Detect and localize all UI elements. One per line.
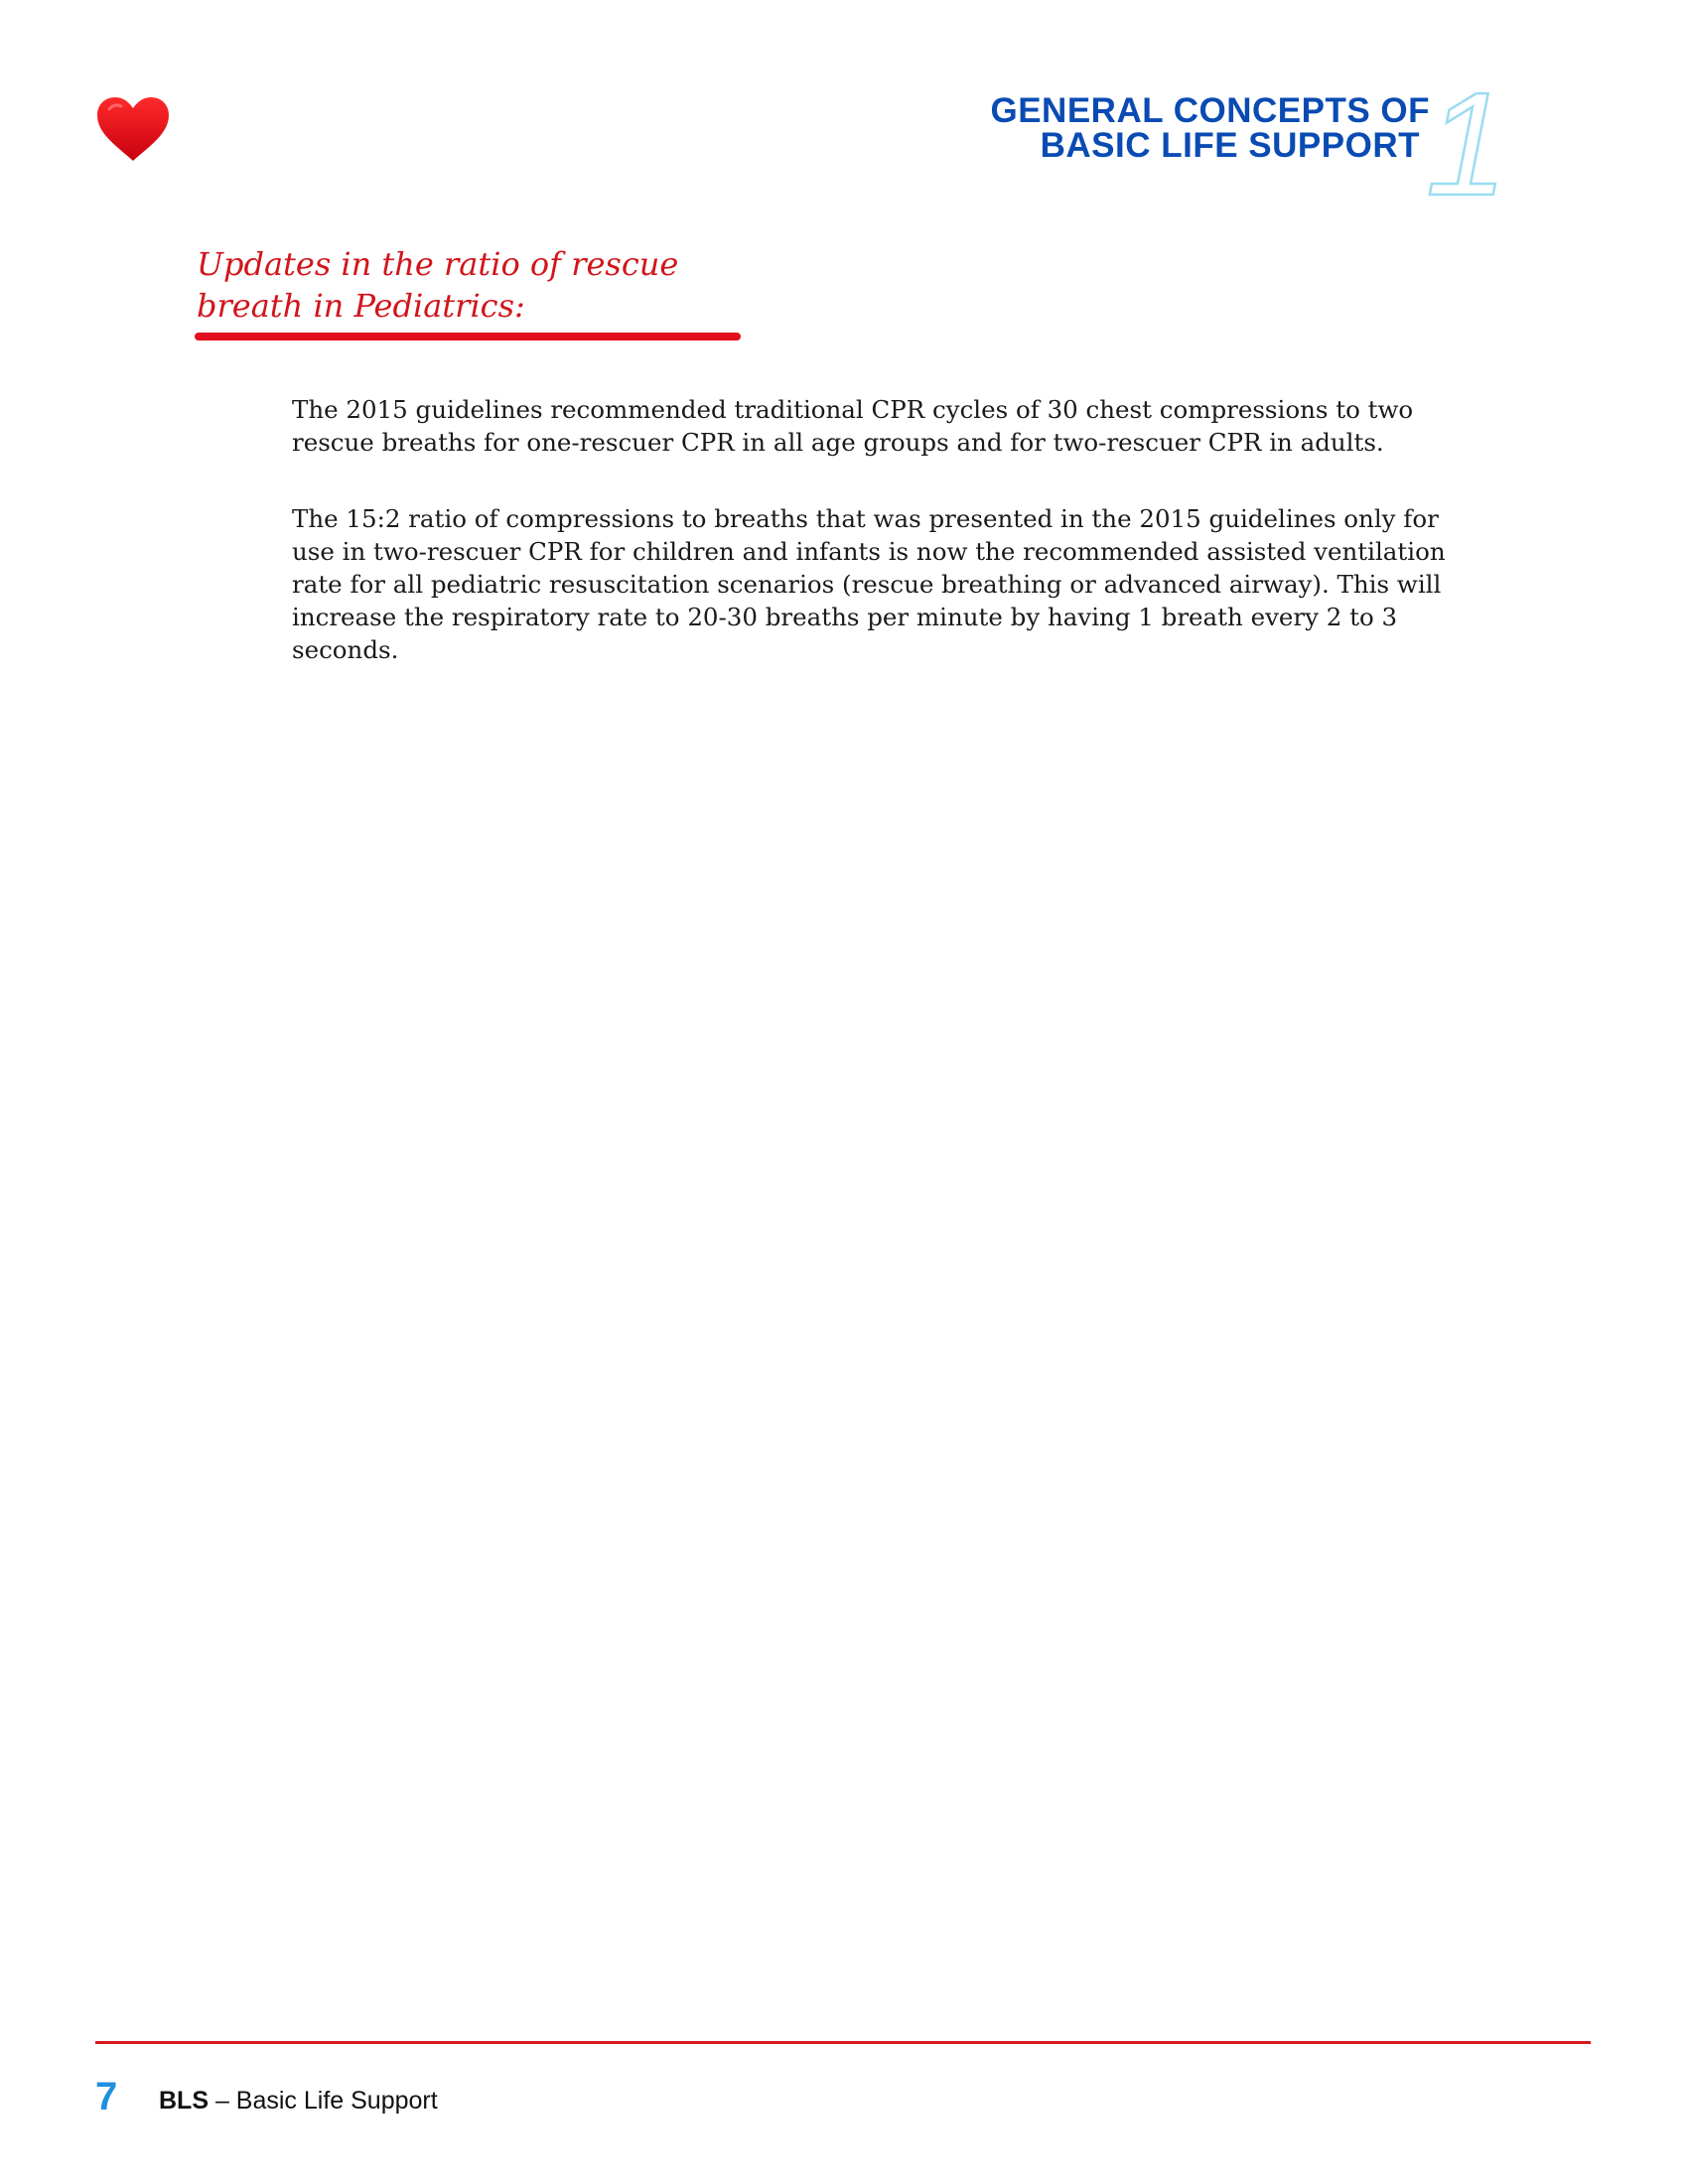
section-underline (195, 333, 741, 341)
paragraph: The 2015 guidelines recommended traditional CPR cycles of 30 chest compressions to two rescue breaths for one-rescuer CPR in all age groups and for two-rescuer CPR in adults. (292, 395, 1414, 457)
heart-icon (95, 95, 171, 163)
footer-divider (95, 2041, 1591, 2044)
section-title (197, 243, 678, 327)
chapter-number: 1 (1426, 63, 1508, 226)
body-text (292, 393, 1464, 710)
section-title-line2: breath in Pediatrics: (197, 287, 525, 325)
footer-book-name: – Basic Life Support (209, 2087, 438, 2115)
chapter-title-line1: GENERAL CONCEPTS OF (990, 91, 1430, 130)
footer-book-title (159, 2086, 438, 2116)
chapter-title (990, 93, 1430, 163)
page-number: 7 (95, 2075, 118, 2118)
chapter-title-line2: BASIC LIFE SUPPORT (1040, 126, 1420, 165)
paragraph: The 15:2 ratio of compressions to breaths that was presented in the 2015 guidelines only for use in two-rescuer CPR for children and infants is now the recommended assisted ventilation rate for all pediatric resuscitation scenarios (rescue breathing or advanced airway). This will increase the respiratory rate to 20-30 breaths per minute by having 1 breath every 2 to 3 seconds. (292, 504, 1446, 664)
footer-book-abbr: BLS (159, 2087, 209, 2115)
section-title-line1: Updates in the ratio of rescue (197, 245, 679, 283)
